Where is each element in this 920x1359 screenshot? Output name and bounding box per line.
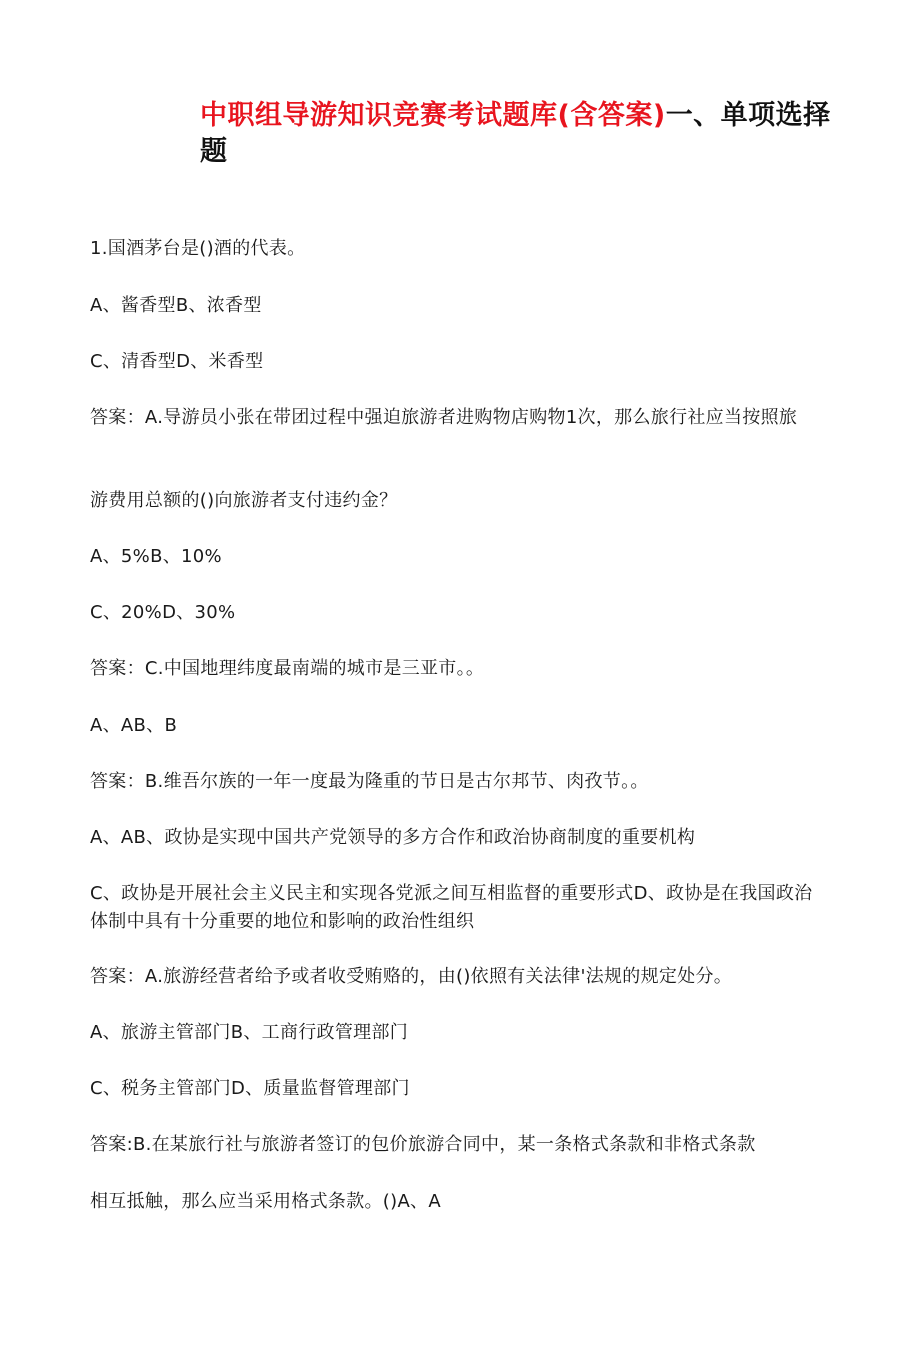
question-line: 1.国酒茅台是()酒的代表。 — [90, 238, 306, 259]
answer-line: 答案：A.旅游经营者给予或者收受贿赂的，由()依照有关法律'法规的规定处分。 — [90, 966, 733, 987]
option-line: C、20%D、30% — [90, 602, 236, 623]
option-line: A、旅游主管部门B、工商行政管理部门 — [90, 1022, 409, 1043]
title-section: 一、单项选择题 — [200, 100, 831, 167]
answer-line: 答案：A.导游员小张在带团过程中强迫旅游者进购物店购物1次，那么旅行社应当按照旅 — [90, 407, 798, 428]
option-line: C、政协是开展社会主义民主和实现各党派之间互相监督的重要形式D、政协是在我国政治体制中具有十分重要的地位和影响的政治性组织 — [90, 883, 813, 932]
option-line: A、AB、B — [90, 715, 178, 736]
answer-line: 答案:B.在某旅行社与旅游者签订的包价旅游合同中，某一条格式条款和非格式条款 — [90, 1134, 756, 1155]
answer-line: 答案：C.中国地理纬度最南端的城市是三亚市。。 — [90, 658, 485, 679]
document-title — [200, 98, 840, 170]
option-line: C、清香型D、米香型 — [90, 351, 264, 372]
question-line: 游费用总额的()向旅游者支付违约金？ — [90, 490, 398, 511]
option-line: A、AB、政协是实现中国共产党领导的多方合作和政治协商制度的重要机构 — [90, 827, 696, 848]
title-main: 中职组导游知识竞赛考试题库(含答案) — [200, 100, 666, 131]
answer-line: 答案：B.维吾尔族的一年一度最为隆重的节日是古尔邦节、肉孜节。。 — [90, 771, 649, 792]
option-line: C、税务主管部门D、质量监督管理部门 — [90, 1078, 410, 1099]
option-line: A、酱香型B、浓香型 — [90, 295, 262, 316]
question-line: 相互抵触，那么应当采用格式条款。()A、A — [90, 1191, 441, 1212]
option-line: A、5%B、10% — [90, 546, 222, 567]
